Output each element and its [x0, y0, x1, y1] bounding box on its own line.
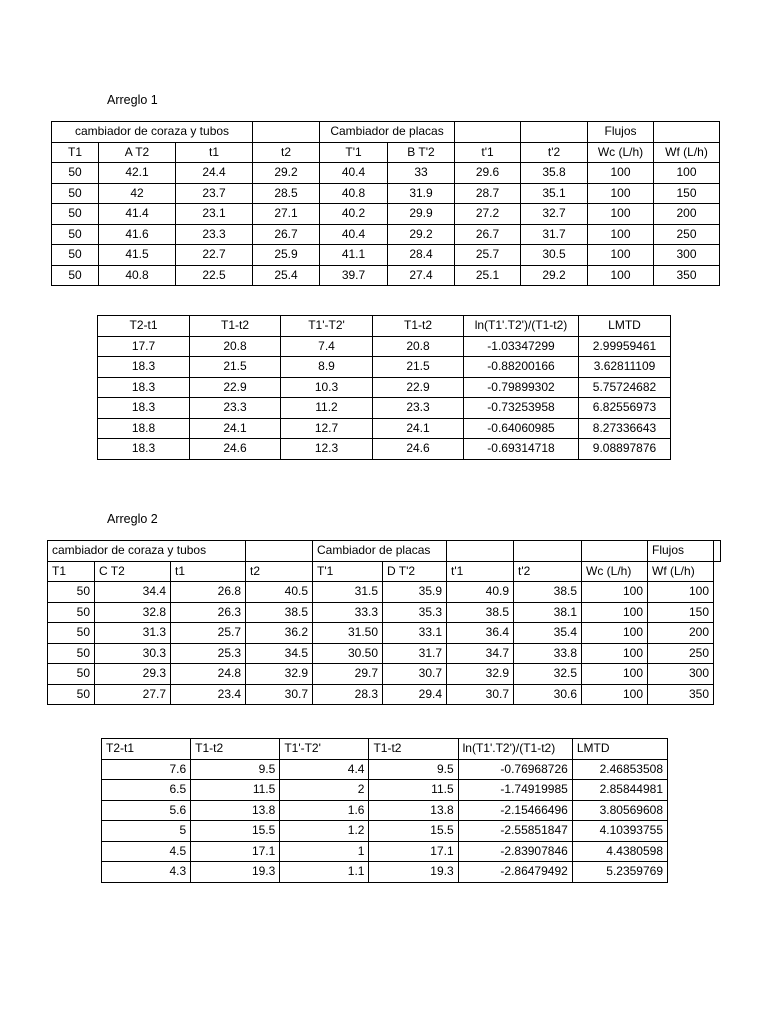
group-header-cell: cambiador de coraza y tubos — [48, 541, 246, 562]
table-cell: 1.1 — [280, 862, 369, 883]
table-cell: 31.7 — [521, 224, 588, 245]
table-row — [102, 821, 668, 842]
table-cell: 4.4 — [280, 759, 369, 780]
table-cell: 350 — [648, 684, 714, 705]
table-cell: 4.5 — [102, 841, 191, 862]
table-cell: 4.3 — [102, 862, 191, 883]
table-cell: 42 — [99, 183, 176, 204]
table-cell: 5.6 — [102, 800, 191, 821]
table-cell: 150 — [648, 602, 714, 623]
table-cell: 13.8 — [191, 800, 280, 821]
column-header-cell: t'2 — [514, 561, 582, 582]
group-header-cell: Cambiador de placas — [320, 122, 455, 143]
table-cell: 19.3 — [191, 862, 280, 883]
column-header-cell: B T'2 — [388, 142, 455, 163]
arreglo-2-data-table — [47, 540, 721, 705]
table-cell: 29.3 — [95, 664, 171, 685]
table-cell: 11.5 — [191, 780, 280, 801]
group-header-row — [52, 122, 720, 143]
column-header-cell: T1-t2 — [191, 739, 280, 760]
table-cell: 1.2 — [280, 821, 369, 842]
column-header-cell: T'1 — [313, 561, 383, 582]
table-cell: 40.4 — [320, 224, 388, 245]
table-cell: 38.1 — [514, 602, 582, 623]
arreglo-1-calc-table — [97, 315, 671, 460]
table-cell: 41.5 — [99, 245, 176, 266]
table-cell: 1 — [280, 841, 369, 862]
table-cell: 35.1 — [521, 183, 588, 204]
table-cell: 40.8 — [99, 265, 176, 286]
table-cell: -2.55851847 — [458, 821, 572, 842]
table-cell: 1.6 — [280, 800, 369, 821]
table-cell: 38.5 — [246, 602, 313, 623]
table-cell: 100 — [582, 643, 648, 664]
table-cell: 24.6 — [190, 439, 281, 460]
table-cell: 19.3 — [369, 862, 458, 883]
table-cell: 22.9 — [373, 377, 464, 398]
table-cell: 15.5 — [191, 821, 280, 842]
table-row — [48, 582, 721, 603]
table-cell: 250 — [648, 643, 714, 664]
group-header-cell — [582, 541, 648, 562]
table-cell: 21.5 — [373, 357, 464, 378]
table-cell: 33.1 — [383, 623, 447, 644]
column-header-cell: Wf (L/h) — [648, 561, 714, 582]
table-row — [98, 377, 671, 398]
column-header-cell: T1-t2 — [369, 739, 458, 760]
arreglo-2-calc-body — [102, 739, 668, 883]
table-cell: 50 — [48, 643, 95, 664]
table-cell: 3.62811109 — [579, 357, 671, 378]
table-cell: 23.1 — [176, 204, 253, 225]
group-header-cell — [253, 122, 320, 143]
table-cell: 5.2359769 — [572, 862, 667, 883]
table-cell: 100 — [582, 684, 648, 705]
table-cell: -2.83907846 — [458, 841, 572, 862]
group-header-cell — [514, 541, 582, 562]
table-cell: 31.3 — [95, 623, 171, 644]
table-cell: 5 — [102, 821, 191, 842]
table-cell: 42.1 — [99, 163, 176, 184]
table-cell: 100 — [582, 582, 648, 603]
table-cell: 50 — [48, 602, 95, 623]
table-cell: 35.9 — [383, 582, 447, 603]
table-cell: 50 — [48, 582, 95, 603]
column-header-row — [48, 561, 721, 582]
table-cell: 24.1 — [190, 418, 281, 439]
table-cell: 6.5 — [102, 780, 191, 801]
table-row — [48, 664, 721, 685]
group-header-cell — [654, 122, 720, 143]
group-header-cell — [521, 122, 588, 143]
table-cell: 15.5 — [369, 821, 458, 842]
table-cell: 31.9 — [388, 183, 455, 204]
table-cell: 11.2 — [281, 398, 373, 419]
table-cell: 100 — [588, 204, 654, 225]
table-cell: 6.82556973 — [579, 398, 671, 419]
table-cell: 18.3 — [98, 439, 190, 460]
table-cell: 24.8 — [171, 664, 246, 685]
table-row — [98, 336, 671, 357]
table-cell: -1.74919985 — [458, 780, 572, 801]
table-cell: 21.5 — [190, 357, 281, 378]
column-header-cell: t'1 — [455, 142, 521, 163]
column-header-cell: T1'-T2' — [281, 316, 373, 337]
table-cell: 9.5 — [369, 759, 458, 780]
table-cell: 31.7 — [383, 643, 447, 664]
table-cell: 32.9 — [447, 664, 514, 685]
column-header-cell: LMTD — [579, 316, 671, 337]
table-row — [52, 245, 720, 266]
table-cell: 28.7 — [455, 183, 521, 204]
table-cell: 39.7 — [320, 265, 388, 286]
table-cell: 35.3 — [383, 602, 447, 623]
table-cell: 30.7 — [246, 684, 313, 705]
table-cell: 18.3 — [98, 398, 190, 419]
table-cell: 40.4 — [320, 163, 388, 184]
table-row — [52, 183, 720, 204]
table-cell: 11.5 — [369, 780, 458, 801]
column-header-cell: T1-t2 — [373, 316, 464, 337]
table-cell: 7.4 — [281, 336, 373, 357]
column-header-cell: ln(T1'.T2')/(T1-t2) — [458, 739, 572, 760]
table-row — [52, 224, 720, 245]
table-cell: 50 — [48, 623, 95, 644]
table-cell: 41.4 — [99, 204, 176, 225]
table-cell: -0.73253958 — [464, 398, 579, 419]
table-cell: 50 — [52, 224, 99, 245]
table-cell: -0.79899302 — [464, 377, 579, 398]
column-header-cell: T2-t1 — [102, 739, 191, 760]
table-cell: 100 — [588, 245, 654, 266]
table-row — [98, 439, 671, 460]
table-cell: 50 — [52, 183, 99, 204]
table-cell: 100 — [654, 163, 720, 184]
arreglo-2-calc-table — [101, 738, 668, 883]
column-header-row — [102, 739, 668, 760]
table-cell: 20.8 — [373, 336, 464, 357]
table-cell: 23.4 — [171, 684, 246, 705]
table-cell: 26.7 — [455, 224, 521, 245]
table-cell: 350 — [654, 265, 720, 286]
group-header-cell — [714, 541, 721, 562]
table-cell: 38.5 — [514, 582, 582, 603]
table-cell: 20.8 — [190, 336, 281, 357]
table-cell: -2.86479492 — [458, 862, 572, 883]
arreglo-1-caption: Arreglo 1 — [107, 93, 158, 107]
table-cell: 26.7 — [253, 224, 320, 245]
table-cell: 100 — [588, 265, 654, 286]
table-cell: 40.8 — [320, 183, 388, 204]
table-cell: 50 — [52, 163, 99, 184]
table-cell: 27.4 — [388, 265, 455, 286]
table-row — [102, 862, 668, 883]
column-header-cell: D T'2 — [383, 561, 447, 582]
table-cell: 29.2 — [521, 265, 588, 286]
table-cell: 35.4 — [514, 623, 582, 644]
table-cell: 18.3 — [98, 377, 190, 398]
table-cell: 36.4 — [447, 623, 514, 644]
table-cell: 22.7 — [176, 245, 253, 266]
table-cell: 28.5 — [253, 183, 320, 204]
table-cell: 2.99959461 — [579, 336, 671, 357]
column-header-cell: LMTD — [572, 739, 667, 760]
table-row — [52, 265, 720, 286]
table-cell: 8.9 — [281, 357, 373, 378]
table-cell: 28.4 — [388, 245, 455, 266]
table-cell: -0.64060985 — [464, 418, 579, 439]
group-header-cell — [246, 541, 313, 562]
column-header-cell: t1 — [171, 561, 246, 582]
table-cell: 27.1 — [253, 204, 320, 225]
table-cell: 100 — [582, 664, 648, 685]
table-cell: 300 — [654, 245, 720, 266]
table-cell: 41.1 — [320, 245, 388, 266]
table-cell: 29.6 — [455, 163, 521, 184]
table-cell: 8.27336643 — [579, 418, 671, 439]
group-header-cell: Cambiador de placas — [313, 541, 447, 562]
table-cell: 30.3 — [95, 643, 171, 664]
table-cell: 50 — [48, 664, 95, 685]
arreglo-1-calc-body — [98, 316, 671, 460]
table-cell: -0.88200166 — [464, 357, 579, 378]
column-header-cell: Wc (L/h) — [588, 142, 654, 163]
column-header-cell: Wf (L/h) — [654, 142, 720, 163]
table-row — [98, 418, 671, 439]
table-cell: 33 — [388, 163, 455, 184]
table-row — [98, 357, 671, 378]
table-cell: 35.8 — [521, 163, 588, 184]
column-header-cell: t2 — [246, 561, 313, 582]
group-header-cell: Flujos — [588, 122, 654, 143]
column-header-cell: T1'-T2' — [280, 739, 369, 760]
column-header-row — [52, 142, 720, 163]
table-cell: 41.6 — [99, 224, 176, 245]
table-cell: 24.6 — [373, 439, 464, 460]
table-cell: 40.2 — [320, 204, 388, 225]
table-cell: 30.6 — [514, 684, 582, 705]
table-row — [98, 398, 671, 419]
table-cell: 100 — [588, 224, 654, 245]
table-row — [48, 602, 721, 623]
table-cell: -0.69314718 — [464, 439, 579, 460]
arreglo-1-data-table — [51, 121, 720, 286]
table-cell: -2.15466496 — [458, 800, 572, 821]
table-cell: 32.8 — [95, 602, 171, 623]
column-header-cell: A T2 — [99, 142, 176, 163]
table-cell: 17.1 — [191, 841, 280, 862]
table-cell: 31.50 — [313, 623, 383, 644]
table-cell: 23.7 — [176, 183, 253, 204]
table-cell: 250 — [654, 224, 720, 245]
table-row — [48, 623, 721, 644]
group-header-cell — [455, 122, 521, 143]
table-cell: 40.9 — [447, 582, 514, 603]
table-cell: 100 — [582, 602, 648, 623]
table-cell: 32.7 — [521, 204, 588, 225]
table-cell: 29.4 — [383, 684, 447, 705]
column-header-cell: t2 — [253, 142, 320, 163]
table-cell: 9.08897876 — [579, 439, 671, 460]
table-cell: 31.5 — [313, 582, 383, 603]
table-cell: 100 — [582, 623, 648, 644]
table-cell: 22.9 — [190, 377, 281, 398]
group-header-cell — [447, 541, 514, 562]
table-cell: 23.3 — [176, 224, 253, 245]
column-header-cell: T'1 — [320, 142, 388, 163]
table-cell: 25.7 — [455, 245, 521, 266]
table-cell: 23.3 — [373, 398, 464, 419]
table-cell: 25.4 — [253, 265, 320, 286]
table-cell: 17.1 — [369, 841, 458, 862]
table-cell: 25.7 — [171, 623, 246, 644]
table-cell: -1.03347299 — [464, 336, 579, 357]
table-cell: 30.5 — [521, 245, 588, 266]
table-cell: 2.85844981 — [572, 780, 667, 801]
column-header-cell: T1 — [52, 142, 99, 163]
table-cell: 30.7 — [383, 664, 447, 685]
table-cell: 12.3 — [281, 439, 373, 460]
table-row — [102, 759, 668, 780]
table-cell: 30.50 — [313, 643, 383, 664]
arreglo-1-data-body — [52, 122, 720, 286]
table-cell: 100 — [588, 183, 654, 204]
table-cell: 25.1 — [455, 265, 521, 286]
table-cell: 24.1 — [373, 418, 464, 439]
column-header-cell: t1 — [176, 142, 253, 163]
table-cell: 50 — [52, 204, 99, 225]
table-cell: 17.7 — [98, 336, 190, 357]
table-cell: 38.5 — [447, 602, 514, 623]
table-cell: 4.10393755 — [572, 821, 667, 842]
table-cell: 9.5 — [191, 759, 280, 780]
table-cell: 26.3 — [171, 602, 246, 623]
table-cell: 4.4380598 — [572, 841, 667, 862]
arreglo-2-data-body — [48, 541, 721, 705]
table-cell: 50 — [48, 684, 95, 705]
table-cell: 5.75724682 — [579, 377, 671, 398]
table-cell: 2 — [280, 780, 369, 801]
column-header-cell: T2-t1 — [98, 316, 190, 337]
column-header-cell: C T2 — [95, 561, 171, 582]
column-header-cell: ln(T1'.T2')/(T1-t2) — [464, 316, 579, 337]
table-cell: 27.7 — [95, 684, 171, 705]
table-cell: 34.4 — [95, 582, 171, 603]
table-row — [48, 643, 721, 664]
table-row — [48, 684, 721, 705]
table-cell: 26.8 — [171, 582, 246, 603]
table-cell: 200 — [654, 204, 720, 225]
table-cell: 28.3 — [313, 684, 383, 705]
table-cell: 100 — [648, 582, 714, 603]
column-header-cell: T1-t2 — [190, 316, 281, 337]
table-cell: 36.2 — [246, 623, 313, 644]
table-cell: 25.3 — [171, 643, 246, 664]
column-header-cell: t'2 — [521, 142, 588, 163]
table-cell: 34.7 — [447, 643, 514, 664]
table-cell: 13.8 — [369, 800, 458, 821]
table-cell: 23.3 — [190, 398, 281, 419]
table-cell: 33.3 — [313, 602, 383, 623]
table-cell: 150 — [654, 183, 720, 204]
table-cell: 29.9 — [388, 204, 455, 225]
table-cell: 33.8 — [514, 643, 582, 664]
group-header-cell: cambiador de coraza y tubos — [52, 122, 253, 143]
table-cell: 24.4 — [176, 163, 253, 184]
table-row — [102, 800, 668, 821]
table-cell: 25.9 — [253, 245, 320, 266]
table-cell: 18.8 — [98, 418, 190, 439]
table-row — [52, 163, 720, 184]
table-cell: 100 — [588, 163, 654, 184]
table-cell: 22.5 — [176, 265, 253, 286]
table-cell: 300 — [648, 664, 714, 685]
table-cell: 10.3 — [281, 377, 373, 398]
table-row — [52, 204, 720, 225]
table-cell: -0.76968726 — [458, 759, 572, 780]
table-cell: 7.6 — [102, 759, 191, 780]
column-header-row — [98, 316, 671, 337]
column-header-cell: Wc (L/h) — [582, 561, 648, 582]
table-cell: 29.7 — [313, 664, 383, 685]
table-cell: 30.7 — [447, 684, 514, 705]
column-header-cell: t'1 — [447, 561, 514, 582]
table-cell: 12.7 — [281, 418, 373, 439]
table-cell: 27.2 — [455, 204, 521, 225]
table-cell: 18.3 — [98, 357, 190, 378]
table-cell: 50 — [52, 245, 99, 266]
table-cell: 3.80569608 — [572, 800, 667, 821]
table-row — [102, 841, 668, 862]
table-cell: 32.5 — [514, 664, 582, 685]
table-cell: 200 — [648, 623, 714, 644]
table-cell: 34.5 — [246, 643, 313, 664]
table-cell: 40.5 — [246, 582, 313, 603]
group-header-row — [48, 541, 721, 562]
table-cell: 29.2 — [253, 163, 320, 184]
table-cell: 50 — [52, 265, 99, 286]
table-cell: 32.9 — [246, 664, 313, 685]
column-header-cell: T1 — [48, 561, 95, 582]
table-row — [102, 780, 668, 801]
arreglo-2-caption: Arreglo 2 — [107, 512, 158, 526]
table-cell: 29.2 — [388, 224, 455, 245]
table-cell: 2.46853508 — [572, 759, 667, 780]
group-header-cell: Flujos — [648, 541, 714, 562]
